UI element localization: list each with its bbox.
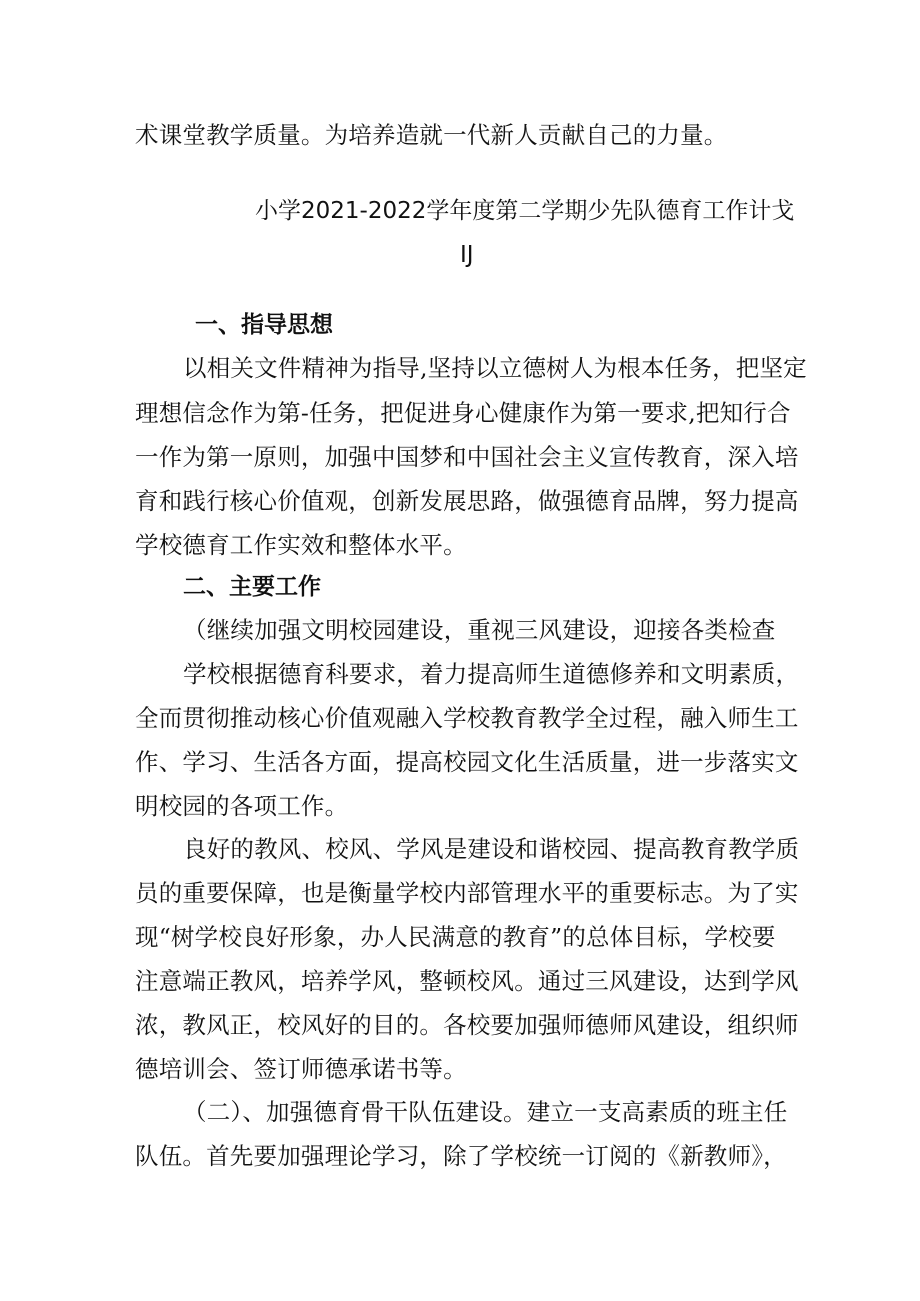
section-1-line: 育和践行核心价值观，创新发展思路，做强德育品牌，努力提高 <box>135 487 799 515</box>
section-2-para-1-line: 学校根据德育科要求，着力提高师生道德修养和文明素质， <box>183 660 800 688</box>
document-title-line-1: 小学2021-2022学年度第二学期少先队德育工作计戈 <box>255 198 795 224</box>
section-2-para-2-line: 员的重要保障，也是衡量学校内部管理水平的重要标志。为了实 <box>135 879 799 907</box>
section-2-para-1-line: 明校园的各项工作。 <box>135 792 349 820</box>
section-1-heading: 一、指导思想 <box>195 312 333 338</box>
document-title-line-2: IJ <box>460 242 474 268</box>
section-2-para-2-line: 德培训会、签订师德承诺书等。 <box>135 1055 467 1083</box>
section-2-para-3-line: （二）、加强德育骨干队伍建设。建立一支高素质的班主任 <box>183 1098 788 1126</box>
section-2-para-2-line: 现“树学校良好形象，办人民满意的教育”的总体目标，学校要 <box>135 923 776 951</box>
section-2-heading: 二、主要工作 <box>183 574 321 600</box>
section-2-para-3-line: 队伍。首先要加强理论学习，除了学校统一订阅的《新教师》， <box>135 1142 787 1170</box>
section-2-para-1-line: （继续加强文明校园建设，重视三风建设，迎接各类检查 <box>183 616 776 644</box>
section-1-line: 以相关文件精神为指导,坚持以立德树人为根本任务，把坚定 <box>183 354 807 382</box>
section-2-para-2-line: 注意端正教风，培养学风，整顿校风。通过三风建设，达到学风 <box>135 967 799 995</box>
section-2-para-1-line: 全而贯彻推动核心价值观融入学校教育教学全过程，融入师生工 <box>135 704 799 732</box>
intro-line: 术课堂教学质量。为培养造就一代新人贡献自己的力量。 <box>135 121 728 149</box>
section-1-line: 理想信念作为第-任务，把促进身心健康作为第一要求,把知行合 <box>135 399 791 427</box>
section-2-para-2-line: 浓，教风正，校风好的目的。各校要加强师德师风建设，组织师 <box>135 1011 799 1039</box>
section-2-para-2-line: 良好的教风、校风、学风是建设和谐校园、提高教育教学质 <box>183 835 800 863</box>
section-2-para-1-line: 作、学习、生活各方面，提高校园文化生活质量，进一步落实文 <box>135 748 799 776</box>
section-1-line: 一作为第一原则，加强中国梦和中国社会主义宣传教育，深入培 <box>135 443 799 471</box>
section-1-line: 学校德育工作实效和整体水平。 <box>135 531 467 559</box>
